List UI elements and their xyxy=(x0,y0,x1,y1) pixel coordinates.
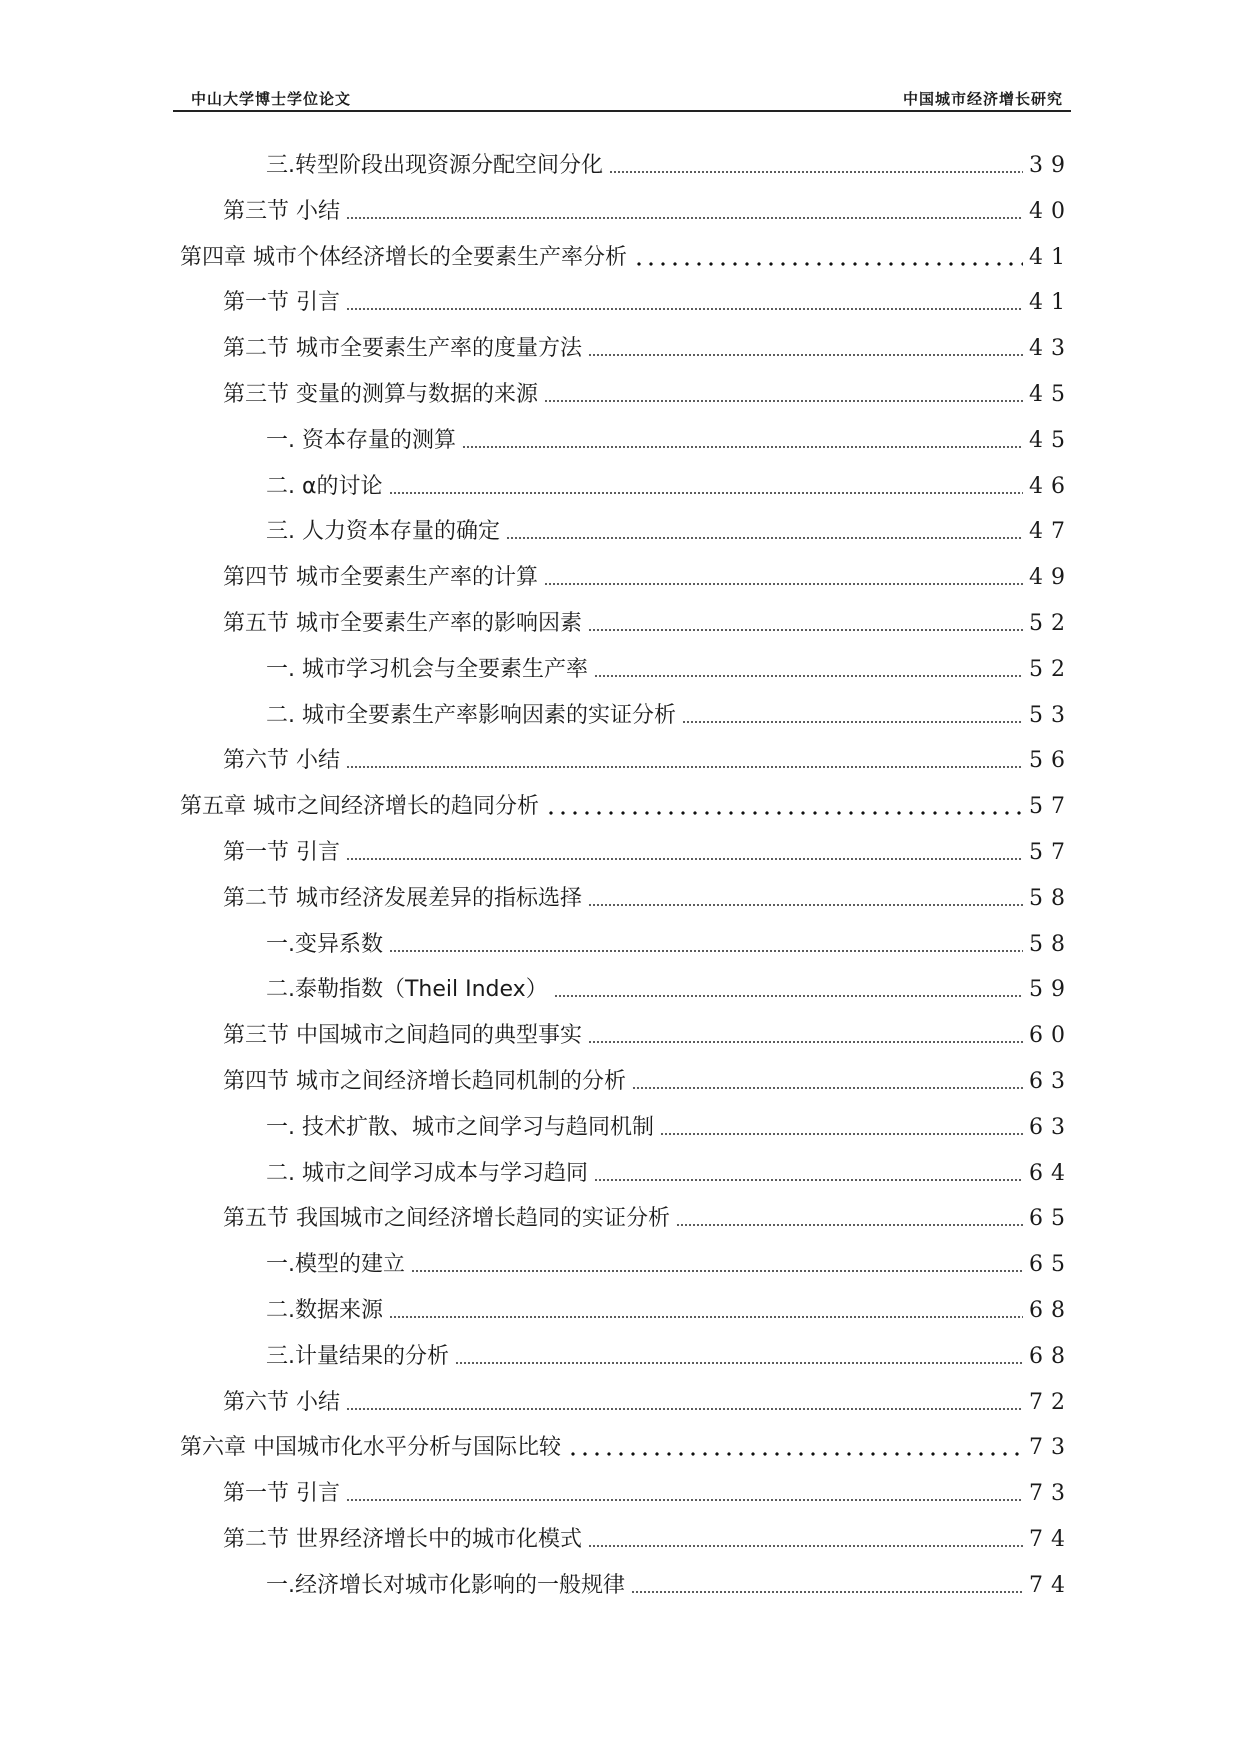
toc-entry-title: 第六章 中国城市化水平分析与国际比较 xyxy=(180,1435,561,1461)
toc-entry-title: 第二节 城市经济发展差异的指标选择 xyxy=(223,885,582,911)
toc-entry-page-number: 43 xyxy=(1029,336,1073,362)
toc-entry-item[interactable] xyxy=(266,1341,1073,1373)
toc-entry-page-number: 64 xyxy=(1029,1160,1073,1186)
toc-entry-page-number: 41 xyxy=(1029,244,1073,270)
toc-entry-page-number: 53 xyxy=(1029,702,1073,728)
toc-entry-title: 二. 城市之间学习成本与学习趋同 xyxy=(266,1160,588,1186)
toc-entry-page-number: 56 xyxy=(1029,748,1073,774)
toc-entry-title: 第六节 小结 xyxy=(223,1389,340,1415)
toc-entry-chapter[interactable] xyxy=(180,1432,1073,1464)
dot-leader xyxy=(588,1041,1023,1043)
toc-entry-page-number: 58 xyxy=(1029,931,1073,957)
toc-entry-page-number: 74 xyxy=(1029,1527,1073,1552)
toc-entry-title: 二. α的讨论 xyxy=(266,473,383,499)
toc-entry-item[interactable] xyxy=(266,516,1073,548)
toc-entry-page-number: 45 xyxy=(1029,427,1073,453)
toc-entry-title: 第五节 城市全要素生产率的影响因素 xyxy=(223,611,582,636)
toc-entry-title: 第六节 小结 xyxy=(223,748,340,774)
toc-entry-page-number: 58 xyxy=(1029,885,1073,911)
toc-entry-section[interactable] xyxy=(223,333,1073,365)
toc-entry-title: 第一节 引言 xyxy=(223,1481,340,1507)
toc-entry-item[interactable] xyxy=(266,1570,1073,1602)
dot-leader xyxy=(660,1133,1023,1135)
toc-entry-title: 三.计量结果的分析 xyxy=(266,1343,449,1369)
toc-entry-title: 第三节 小结 xyxy=(223,198,340,224)
toc-entry-title: 第五章 城市之间经济增长的趋同分析 xyxy=(180,794,539,820)
toc-entry-title: 二.泰勒指数（Theil Index） xyxy=(266,977,548,1003)
toc-entry-item[interactable] xyxy=(266,974,1073,1006)
toc-entry-page-number: 63 xyxy=(1029,1069,1073,1094)
dot-leader xyxy=(588,629,1023,631)
toc-entry-section[interactable] xyxy=(223,1203,1073,1235)
toc-entry-item[interactable] xyxy=(266,1158,1073,1190)
toc-entry-page-number: 74 xyxy=(1029,1572,1073,1598)
dot-leader xyxy=(632,1087,1023,1089)
dot-leader xyxy=(346,217,1023,219)
toc-entry-title: 第一节 引言 xyxy=(223,840,340,865)
dot-leader xyxy=(676,1224,1023,1226)
dot-leader xyxy=(462,446,1023,448)
dot-leader xyxy=(609,171,1023,173)
toc-entry-title: 第四节 城市全要素生产率的计算 xyxy=(223,565,538,591)
toc-entry-page-number: 47 xyxy=(1029,519,1073,545)
toc-entry-title: 第三节 中国城市之间趋同的典型事实 xyxy=(223,1023,582,1049)
dot-leader xyxy=(506,537,1023,539)
toc-entry-title: 三.转型阶段出现资源分配空间分化 xyxy=(266,153,603,178)
toc-entry-page-number: 65 xyxy=(1029,1252,1073,1278)
dot-leader xyxy=(567,1452,1023,1456)
toc-entry-page-number: 52 xyxy=(1029,656,1073,682)
toc-entry-page-number: 68 xyxy=(1029,1343,1073,1369)
toc-entry-section[interactable] xyxy=(223,883,1073,915)
dot-leader xyxy=(633,262,1023,266)
dot-leader xyxy=(545,811,1023,815)
toc-entry-title: 一. 城市学习机会与全要素生产率 xyxy=(266,656,588,682)
toc-entry-page-number: 41 xyxy=(1029,290,1073,316)
dot-leader xyxy=(594,1179,1023,1181)
toc-entry-page-number: 73 xyxy=(1029,1481,1073,1507)
dot-leader xyxy=(588,354,1023,356)
toc-entry-section[interactable] xyxy=(223,745,1073,777)
toc-entry-section[interactable] xyxy=(223,1478,1073,1510)
toc-entry-item[interactable] xyxy=(266,1295,1073,1327)
toc-entry-page-number: 45 xyxy=(1029,382,1073,407)
toc-entry-item[interactable] xyxy=(266,929,1073,961)
toc-entry-title: 第四节 城市之间经济增长趋同机制的分析 xyxy=(223,1069,626,1094)
dot-leader xyxy=(455,1362,1023,1364)
page-header xyxy=(173,82,1071,112)
dot-leader xyxy=(346,1499,1023,1501)
toc-entry-page-number: 52 xyxy=(1029,611,1073,636)
thesis-label: 中山大学博士学位论文 xyxy=(191,90,352,108)
dot-leader xyxy=(594,675,1023,677)
toc-entry-page-number: 57 xyxy=(1029,840,1073,865)
toc-entry-item[interactable] xyxy=(266,1249,1073,1281)
dot-leader xyxy=(411,1270,1023,1272)
dot-leader xyxy=(588,904,1023,906)
toc-entry-page-number: 60 xyxy=(1029,1023,1073,1049)
toc-entry-title: 一.模型的建立 xyxy=(266,1252,405,1278)
dot-leader xyxy=(631,1591,1023,1593)
toc-entry-section[interactable] xyxy=(223,1387,1073,1419)
toc-entry-title: 第四章 城市个体经济增长的全要素生产率分析 xyxy=(180,244,627,270)
toc-entry-section[interactable] xyxy=(223,287,1073,319)
toc-entry-title: 一.变异系数 xyxy=(266,931,383,957)
dot-leader xyxy=(544,400,1023,402)
toc-entry-section[interactable] xyxy=(223,1020,1073,1052)
dot-leader xyxy=(346,858,1023,860)
dot-leader xyxy=(554,995,1023,997)
toc-entry-item[interactable] xyxy=(266,700,1073,732)
dot-leader xyxy=(389,492,1024,494)
toc-entry-page-number: 63 xyxy=(1029,1114,1073,1140)
toc-entry-title: 一. 资本存量的测算 xyxy=(266,427,456,453)
toc-entry-section[interactable] xyxy=(223,837,1073,869)
dot-leader xyxy=(389,950,1023,952)
toc-entry-page-number: 72 xyxy=(1029,1389,1073,1415)
toc-entry-title: 二.数据来源 xyxy=(266,1298,383,1323)
dot-leader xyxy=(588,1545,1023,1547)
toc-entry-item[interactable] xyxy=(266,1112,1073,1144)
toc-entry-section[interactable] xyxy=(223,608,1073,640)
toc-entry-page-number: 65 xyxy=(1029,1206,1073,1232)
toc-entry-section[interactable] xyxy=(223,1524,1073,1556)
toc-entry-page-number: 46 xyxy=(1029,473,1073,499)
toc-entry-item[interactable] xyxy=(266,150,1073,182)
toc-entry-section[interactable] xyxy=(223,1066,1073,1098)
toc-entry-title: 第二节 城市全要素生产率的度量方法 xyxy=(223,336,582,362)
toc-entry-section[interactable] xyxy=(223,379,1073,411)
toc-entry-chapter[interactable] xyxy=(180,791,1073,823)
toc-entry-title: 第三节 变量的测算与数据的来源 xyxy=(223,382,538,407)
toc-entry-chapter[interactable] xyxy=(180,242,1073,274)
dot-leader xyxy=(544,583,1023,585)
toc-entry-section[interactable] xyxy=(223,562,1073,594)
toc-entry-page-number: 57 xyxy=(1029,794,1073,820)
dot-leader xyxy=(389,1316,1023,1318)
thesis-title: 中国城市经济增长研究 xyxy=(902,90,1063,108)
toc-entry-page-number: 39 xyxy=(1029,153,1073,178)
toc-entry-title: 第五节 我国城市之间经济增长趋同的实证分析 xyxy=(223,1206,670,1232)
dot-leader xyxy=(682,721,1023,723)
toc-entry-title: 一. 技术扩散、城市之间学习与趋同机制 xyxy=(266,1114,654,1140)
toc-entry-title: 一.经济增长对城市化影响的一般规律 xyxy=(266,1572,625,1598)
toc-entry-page-number: 49 xyxy=(1029,565,1073,591)
dot-leader xyxy=(346,308,1023,310)
toc-entry-title: 三. 人力资本存量的确定 xyxy=(266,519,500,545)
toc-entry-title: 二. 城市全要素生产率影响因素的实证分析 xyxy=(266,702,676,728)
toc-entry-section[interactable] xyxy=(223,196,1073,228)
toc-entry-title: 第二节 世界经济增长中的城市化模式 xyxy=(223,1527,582,1552)
toc-entry-item[interactable] xyxy=(266,654,1073,686)
toc-entry-item[interactable] xyxy=(266,425,1073,457)
dot-leader xyxy=(346,766,1023,768)
toc-entry-title: 第一节 引言 xyxy=(223,290,340,316)
toc-entry-item[interactable] xyxy=(266,471,1073,503)
toc-entry-page-number: 40 xyxy=(1029,198,1073,224)
toc-entry-page-number: 73 xyxy=(1029,1435,1073,1461)
toc-entry-page-number: 59 xyxy=(1029,977,1073,1003)
dot-leader xyxy=(346,1408,1023,1410)
toc-entry-page-number: 68 xyxy=(1029,1298,1073,1323)
